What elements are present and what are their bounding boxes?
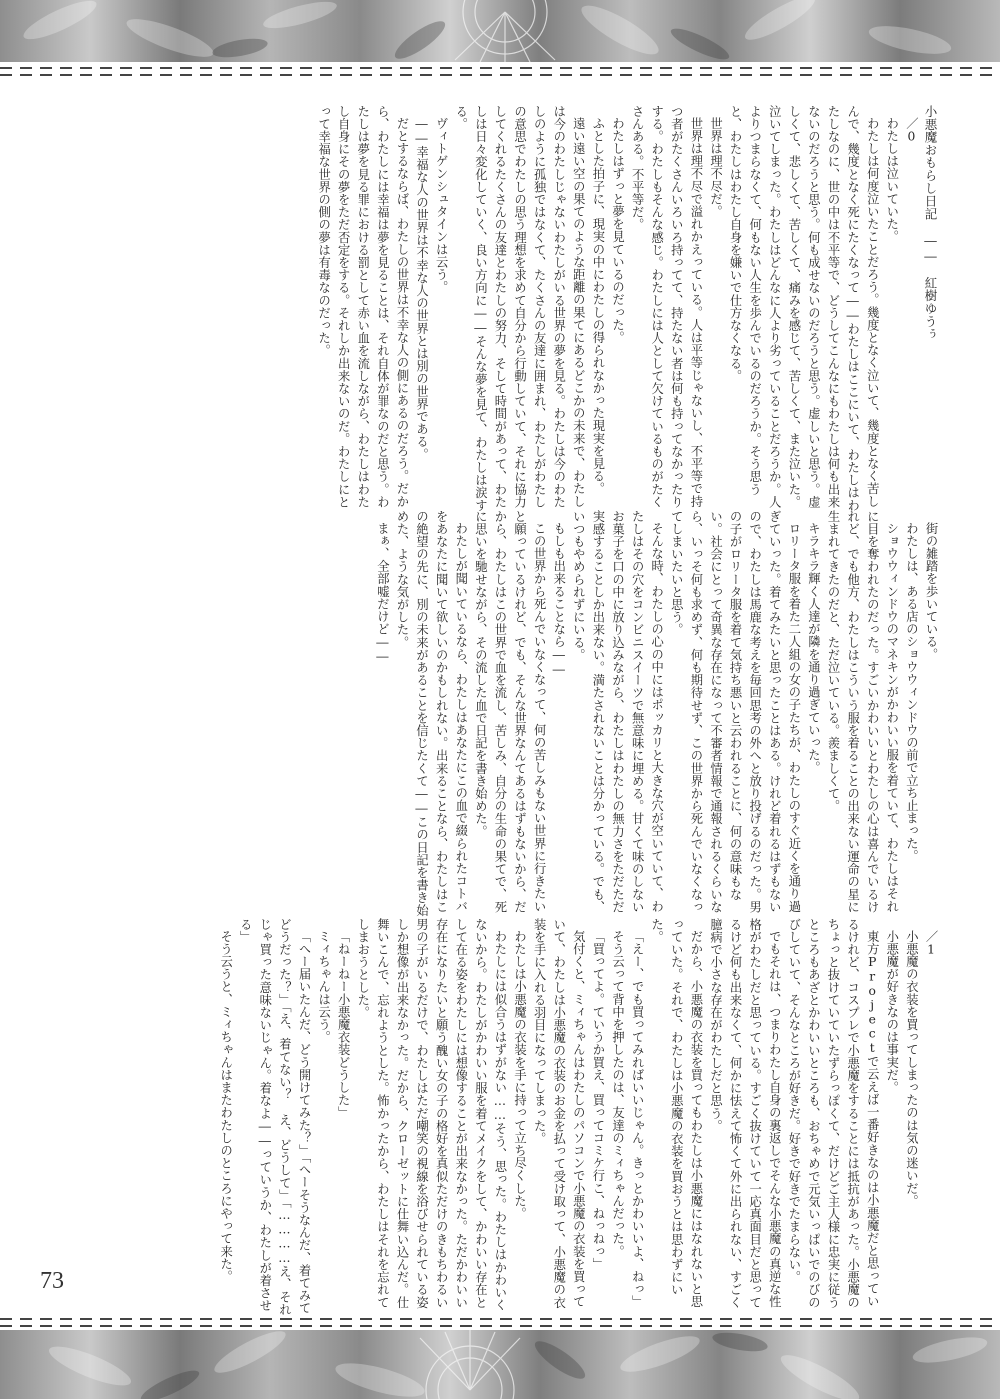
paragraph: 「えー、でも買ってみればいいじゃん。きっとかわいいよ、ねっ」 bbox=[630, 930, 645, 1309]
page-number: 73 bbox=[40, 1268, 64, 1294]
paragraph: ――幸福な人の世界は不幸な人の世界とは別の世界である。 bbox=[414, 117, 429, 461]
paragraph: そんな時、わたしの心の中にはポッカリと大きな穴が空いていて、わたしはその穴をコンビニスイーツで無意味に埋める。甘くて味のしないお菓子を口の中に放り込みながら、わたしはわたしの無力さをただただ実感することしか出来ない。満たされないことは分かっている。でも、いつもやめられずにいる。 bbox=[571, 510, 664, 914]
paragraph: 「へー届いたんだ、どう開けてみた？」「へーそうなんだ、着てみてどうだった？」「え、着てない？ え、どうして」「…………え、それじゃ買った意味ないじゃん。着なよ――っていうか、わたしが着させる」 bbox=[238, 918, 311, 1316]
paragraph: キラキラ輝く人達が隣を通り過ぎていった。 bbox=[806, 522, 821, 775]
section-marker: ／0 bbox=[904, 117, 919, 145]
header-dashed-rule bbox=[0, 67, 1000, 76]
paragraph: ショウウィンドウのマネキンがかわいい服を着ていて、わたしはそれに目を奪われたのだった。すごいかわいいとわたしの心は喜んでいるけれど、でも他方、わたしはこういう服を着ることの出来ない運命の星に生まれてきたのだと、ただ泣いている。羨ましくて。 bbox=[826, 510, 899, 914]
paragraph: 気付くと、ミィちゃんはわたしのパソコンで小悪魔の衣装を買っていて、わたしは小悪魔の衣装のお金を払って受け取って、小悪魔の衣装を手に入れる羽目になってしまった。 bbox=[532, 918, 586, 1309]
vertical-text-column bbox=[60, 105, 940, 515]
paragraph: 遠い遠い空の果てのような距離の果てにあるどこかの未来で、わたしは今のわたしじゃないわたしがいる世界の夢を見る。わたしは今のわたしのように孤独ではなくて、たくさんの友達に囲まれ、わたしがわたしの意思でわたしの思う理想を求めて自分から行動していて、それに協力してくれるたくさんの友達とわたしの努力、そして時間があって、わたしは日々変化していく、良い方向に――そんな夢を見て、わたしは涙する。 bbox=[453, 105, 586, 512]
paragraph: だとするならば、わたしの世界は不幸な人の側にあるのだろう。だから、わたしには幸福は夢を見ることは、それ自体が罪なのだと思う。わたしは夢を見る罪における罰として赤い血を流しながら、わたしはわたし自身にその夢をただ否定をする。それしか出来ないのだ。わたしにとって幸福な世界の側の夢は有毒なのだった。 bbox=[316, 105, 409, 509]
paragraph: わたしには似合うはずがない……そう、思った。わたしはかわいくないから。わたしがかわいい服を着てメイクをして、かわいい存在として在る姿をわたしには想像することが出来なかった。ただかわいい存在になりたいと願う醜い女の子の格好を真似ただけのきもちわるい男の子がいるだけで、わたしはただ嘲笑の視線を浴びせられている姿しか想像が出来なかった。だから、クローゼットに仕舞い込んだ。仕舞いこんで、忘れようとした。怖かったから、わたしはそれを忘れてしまおうとした。 bbox=[355, 918, 507, 1312]
section-marker: ／1 bbox=[924, 930, 938, 958]
paragraph: 世界は理不尽だ。 bbox=[708, 117, 723, 219]
decorative-header-banner bbox=[0, 0, 1000, 62]
paragraph: わたしは、ある店のショウウィンドウの前で立ち止まった。 bbox=[904, 522, 919, 863]
paragraph: もしも出来ることなら―― bbox=[551, 522, 566, 677]
paragraph: 東方Projectで云えば一番好きなのは小悪魔だと思っているけれど、コスプレで小悪魔をすることには抵抗があった。小悪魔のちょっと抜けていていたずらっぽくて、だけどご主人様に忠実に従うところもあざとかわいいところも、おちゃめで元気いっぱいでのびのびしていて、そんなところが好きだ。好きで好きでたまらない。 bbox=[786, 918, 880, 1309]
paragraph: ロリータ服を着た二人組の女の子たちが、わたしのすぐ近くを通り過ぎていった。着てみたいと思ったことはある。けれど着れるはずもないので、わたしは馬鹿な考えを毎回思考の外へと放り投げるのだった。男の子がロリータ服を着て気持ち悪いと云われることに、何の意味もない。社会にとって奇異な存在になって不審者情報で通報されるくらいなら、いっそ何も求めず、何も期待せず、この世界から死んでいなくなってしまいたいと思う。 bbox=[669, 510, 801, 914]
decorative-footer-banner bbox=[0, 1330, 1000, 1399]
text-block-lower bbox=[60, 918, 940, 1318]
text-block-middle bbox=[60, 510, 940, 920]
paragraph: 街の雑踏を歩いている。 bbox=[924, 522, 938, 661]
footer-dashed-rule bbox=[0, 1318, 1000, 1327]
paragraph: 世界は理不尽で溢れかえっている。人は平等じゃないし、不平等で持つ者がたくさんいろいろ持ってて、持たない者は何も持ってなかったりする。わたしもそんな感じ。わたしには人として欠けているものがたくさんある。不平等だ。 bbox=[630, 105, 703, 509]
paragraph: そう云って背中を押したのは、友達のミィちゃんだった。 bbox=[610, 930, 625, 1258]
paragraph: ミィちゃんは云う。 bbox=[316, 930, 331, 1044]
paragraph: わたしは何度泣いたことだろう。幾度となく泣いて、幾度となく苦しんで、幾度となく死にたくなって――わたしはここにいて、わたしはわたしなのに、世の中は不平等で、どうしてこんなにもわたしは何も出来ないのだろうと思う。何も成せないのだろうと思う。虚しいと思う。虚しくて、悲しくて、苦しくて、痛みを感じて、苦しくて、また泣いた。泣いてしまった。わたしはどんなに人より劣っていることだろうか。人よりつまらなくて、何もない人生を歩んでいるのだろうか。そう思うと、わたしはわたし自身を嫌いで仕方なくなる。 bbox=[728, 105, 880, 512]
paragraph: でもそれは、つまりわたし自身の裏返しでそんな小悪魔の真逆な性格がわたしだと思っている。すごく抜けていて一応真面目だと思ってるけど何も出来なくて、何かに怯えて怖くて外に出られない、すごく臆病で小さな存在がわたしだと思う。 bbox=[708, 918, 782, 1309]
paragraph: この世界から死んでいなくなって、何の苦しみもない世界に行きたいと願っているけれど、でも、そんな世界なんてあるはずもないから、だから、わたしはこの世界で血を流し、苦しみ、自分の生命の果てで、死に思いを馳せながら、その流した血で日記を書き始めた。 bbox=[473, 510, 547, 914]
leaf-pattern-icon bbox=[0, 1330, 1000, 1399]
paragraph: 小悪魔の衣装を買ってしまったのは気の迷いだ。 bbox=[904, 930, 919, 1208]
paragraph: 小悪魔が好きなのは事実だ。 bbox=[884, 930, 899, 1095]
paragraph: わたしが聞いているなら、わたしはあなたにこの血で綴られたコトバをあなたに聞いて欲しいのかもしれない。出来ることなら、わたしはこの絶望の先に、別の未来があることを信じたくて――この日記を書き始めた、ような気がした。 bbox=[394, 510, 468, 917]
leaf-pattern-icon bbox=[0, 0, 1000, 62]
author-name: 紅樹ゆうぅ bbox=[923, 276, 938, 341]
paragraph: ふとした拍子に、現実の中にわたしの得られなかった現実を見る。 bbox=[590, 117, 605, 496]
paragraph: わたしは泣いていた。 bbox=[884, 117, 899, 244]
vertical-text-column bbox=[60, 918, 940, 1318]
paragraph: わたしは小悪魔の衣装を手に持って立ち尽くした。 bbox=[512, 930, 527, 1221]
paragraph: そう云うと、ミィちゃんはまたわたしのところにやって来た。 bbox=[218, 930, 233, 1284]
paragraph: 「買ってよ。ていうか買え、買ってコミケ行こ、ねっねっ」 bbox=[590, 930, 605, 1271]
text-block-upper bbox=[60, 105, 940, 515]
paragraph: わたしはずっと夢を見ているのだった。 bbox=[610, 117, 625, 345]
paragraph: だから、小悪魔の衣装を買ってもわたしは小悪魔にはなれないと思っていた。それで、わたしは小悪魔の衣装を買おうとは思わずにいた。 bbox=[649, 918, 703, 1309]
paragraph: 「ねーねー小悪魔衣装どうした」 bbox=[336, 930, 351, 1120]
story-title: 小悪魔おもらし日記 bbox=[923, 105, 938, 221]
paragraph: まぁ、全部嘘だけど―― bbox=[375, 522, 390, 665]
story-title-line: 小悪魔おもらし日記 ―― 紅樹ゆうぅ bbox=[923, 105, 938, 341]
paragraph: ヴィトゲンシュタインは云う。 bbox=[434, 117, 449, 294]
vertical-text-column bbox=[60, 510, 940, 920]
